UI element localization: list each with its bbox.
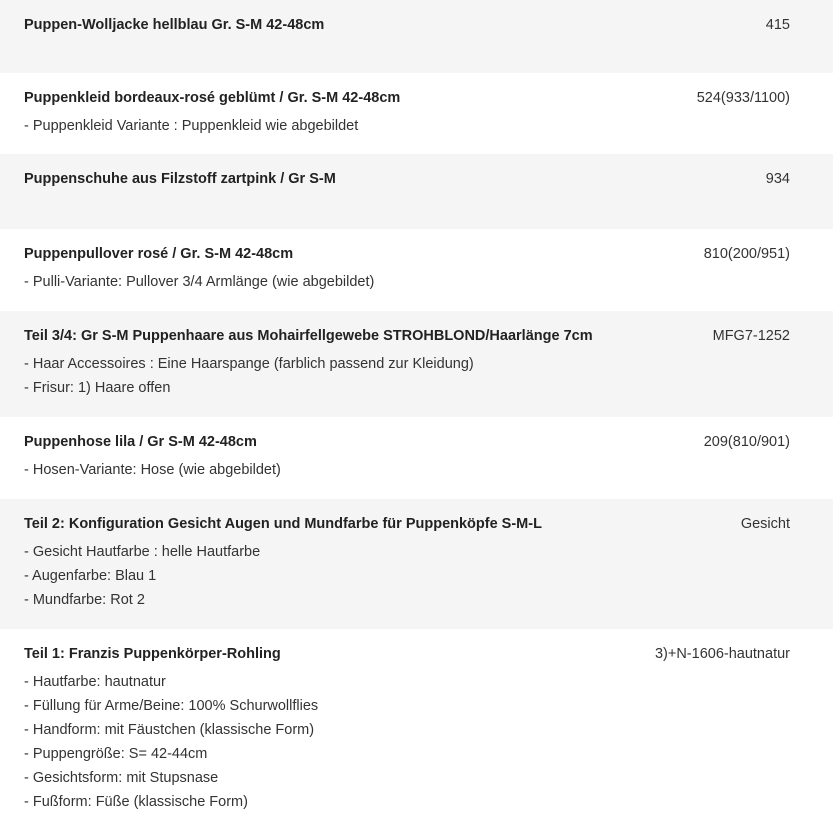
item-option: - Gesicht Hautfarbe : helle Hautfarbe	[24, 544, 261, 560]
item-option: - Mundfarbe: Rot 2	[24, 592, 145, 608]
item-options	[24, 458, 790, 482]
item-sku: 934	[765, 171, 790, 187]
order-item-row	[0, 229, 833, 311]
order-item-header	[24, 644, 790, 664]
item-option: - Gesichtsform: mit Stupsnase	[24, 770, 219, 786]
item-options	[24, 114, 790, 138]
item-name: Puppen-Wolljacke hellblau Gr. S-M 42-48cm	[24, 17, 325, 33]
order-item-header	[24, 15, 790, 35]
item-name: Teil 1: Franzis Puppenkörper-Rohling	[24, 646, 281, 662]
order-item-header	[24, 169, 790, 189]
item-sku: 415	[765, 17, 790, 33]
item-options	[24, 540, 790, 612]
item-option: - Hautfarbe: hautnatur	[24, 674, 166, 690]
item-option: - Puppengröße: S= 42-44cm	[24, 746, 208, 762]
item-sku: 3)+N-1606-hautnatur	[654, 646, 790, 662]
item-option: - Hosen-Variante: Hose (wie abgebildet)	[24, 462, 281, 478]
item-sku: 209(810/901)	[703, 434, 790, 450]
order-item-header	[24, 244, 790, 264]
order-item-header	[24, 514, 790, 534]
order-item-row	[0, 417, 833, 499]
item-name: Teil 2: Konfiguration Gesicht Augen und Mundfarbe für Puppenköpfe S-M-L	[24, 516, 542, 532]
item-option: - Augenfarbe: Blau 1	[24, 568, 157, 584]
item-options	[24, 670, 790, 814]
order-item-row	[0, 629, 833, 840]
item-name: Puppenschuhe aus Filzstoff zartpink / Gr S-M	[24, 171, 336, 187]
order-item-row	[0, 154, 833, 229]
item-name: Teil 3/4: Gr S-M Puppenhaare aus Mohairfellgewebe STROHBLOND/Haarlänge 7cm	[24, 328, 593, 344]
order-item-header	[24, 88, 790, 108]
item-name: Puppenhose lila / Gr S-M 42-48cm	[24, 434, 257, 450]
item-sku: 524(933/1100)	[696, 90, 790, 106]
item-option: - Handform: mit Fäustchen (klassische Form)	[24, 722, 315, 738]
item-option: - Fußform: Füße (klassische Form)	[24, 794, 248, 810]
item-option: - Frisur: 1) Haare offen	[24, 380, 171, 396]
order-item-header	[24, 326, 790, 346]
item-option: - Haar Accessoires : Eine Haarspange (farblich passend zur Kleidung)	[24, 356, 474, 372]
item-option: - Füllung für Arme/Beine: 100% Schurwollflies	[24, 698, 319, 714]
item-sku: MFG7-1252	[712, 328, 790, 344]
order-item-header	[24, 432, 790, 452]
item-sku: Gesicht	[740, 516, 790, 532]
item-name: Puppenkleid bordeaux-rosé geblümt / Gr. S-M 42-48cm	[24, 90, 401, 106]
order-item-row	[0, 311, 833, 417]
item-option: - Puppenkleid Variante : Puppenkleid wie abgebildet	[24, 118, 359, 134]
item-name: Puppenpullover rosé / Gr. S-M 42-48cm	[24, 246, 294, 262]
order-item-row	[0, 0, 833, 73]
order-item-row	[0, 499, 833, 629]
item-option: - Pulli-Variante: Pullover 3/4 Armlänge (wie abgebildet)	[24, 274, 375, 290]
item-options	[24, 270, 790, 294]
item-options	[24, 352, 790, 400]
item-sku: 810(200/951)	[703, 246, 790, 262]
order-item-row	[0, 73, 833, 154]
